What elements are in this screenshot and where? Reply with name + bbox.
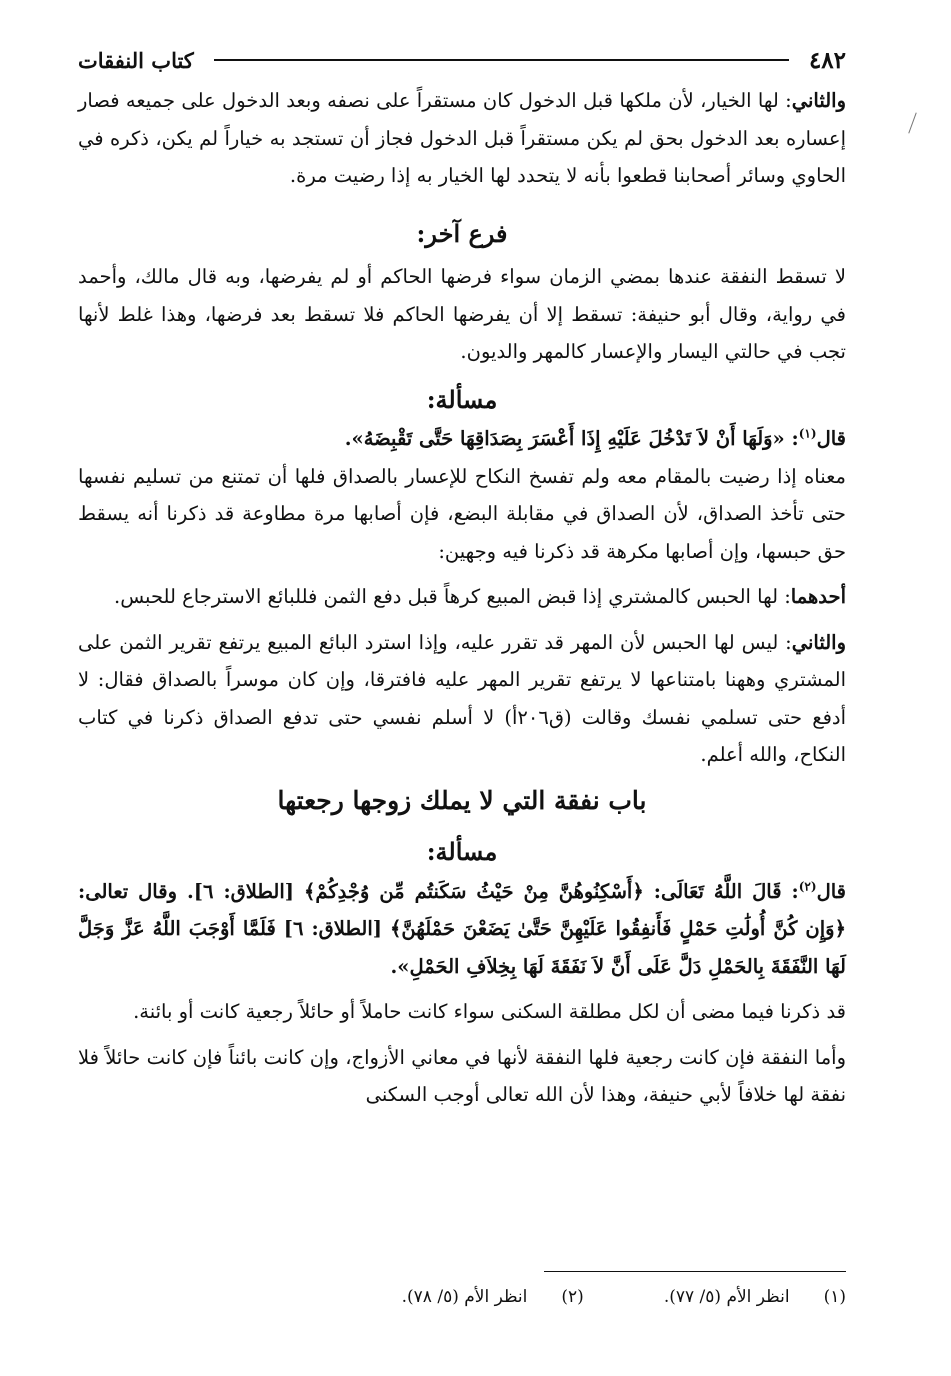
paragraph-text: : ليس لها الحبس لأن المهر قد تقرر عليه، وإذا استرد البائع المبيع يرتفع تقرير الثمن على المشتري وههنا بامتناعها لا يرتفع تقرير المهر عليه فافترقا، وإن كان موسراً بالصداق فقال: لا أدفع حتى تسلمي نفسك وقالت (ق٢٠٦أ) لا أسلم نفسي حتى تدفع الصداق ذكرنا في كتاب النكاح، والله أعلم. — [78, 630, 846, 766]
footnote-1 — [664, 1287, 846, 1307]
book-title: كتاب النفقات — [78, 47, 194, 73]
qala-word: قال — [816, 879, 846, 903]
paragraph-nafaqa-lapse: لا تسقط النفقة عندها بمضي الزمان سواء فرضها الحاكم أو لم يفرضها، وبه قال مالك، وأحمد في رواية، وقال أبو حنيفة: تسقط إلا أن يفرضها الحاكم فلا تسقط بعد فرضها، وهذا غلط لأنها تجب في حالتي اليسار والإعسار كالمهر والديون. — [78, 265, 846, 363]
paragraph-second-opinion — [78, 82, 846, 195]
footnote-ref-1: (١) — [798, 426, 817, 441]
paragraph-lead: والثاني — [791, 630, 846, 654]
section-heading-issue-2: مسألة: — [426, 837, 498, 866]
paragraph-housing: قد ذكرنا فيما مضى أن لكل مطلقة السكنى سواء كانت حاملاً أو حائلاً رجعية كانت أو بائنة. — [133, 1000, 846, 1023]
quoted-statement-2 — [78, 873, 846, 986]
footnote-rule — [544, 1271, 846, 1272]
paragraph-text: : لها الخيار، لأن ملكها قبل الدخول كان مستقراً على نصفه وبعد الدخول على جميعه فصار إعساره بعد الدخول بحق لم يكن مستقراً قبل الدخول فجاز أن تستجد به خياراً لم يكن، ذكره في الحاوي وسائر أصحابنا قطعوا بأنه لا يتحدد لها الخيار به إذا رضيت مرة. — [78, 89, 846, 187]
page-number: ٤٨٢ — [808, 46, 846, 74]
paragraph-first-view — [78, 578, 846, 616]
quoted-statement-1 — [78, 420, 846, 458]
section-heading-another-branch: فرع آخر: — [416, 218, 508, 248]
paragraph-lead: والثاني — [791, 89, 846, 112]
footnote-number: (٢) — [561, 1287, 584, 1307]
footnote-ref-2: (٢) — [798, 879, 817, 893]
footnote-text: انظر الأم (٥/ ٧٨). — [401, 1287, 528, 1307]
section-heading-issue-1: مسألة: — [426, 384, 498, 414]
page-body — [78, 82, 846, 1114]
quote-text: : قَالَ اللَّهُ تَعَالَى: ﴿أَسْكِنُوهُنَّ مِنْ حَيْثُ سَكَنتُم مِّن وُجْدِكُمْ﴾ [الطلاق: ٦]. وقال تعالى: ﴿وَإِن كُنَّ أُولَٰتِ حَمْلٍ فَأَنفِقُوا عَلَيْهِنَّ حَتَّىٰ يَضَعْنَ حَمْلَهُنَّ﴾ [الطلاق: ٦] فَلَمَّا أَوْجَبَ اللَّهُ عَزَّ وَجَلَّ لَهَا النَّفَقَةَ بِالحَمْلِ دَلَّ عَلَى أَنَّ لاَ نَفَقَةَ لَهَا بِخِلاَفِ الحَمْلِ». — [78, 879, 847, 978]
footnote-text: انظر الأم (٥/ ٧٧). — [663, 1287, 790, 1307]
paragraph-explanation: معناه إذا رضيت بالمقام معه ولم تفسخ النكاح للإعسار بالصداق فلها أن تمتنع من تسليم نفسها حتى تأخذ الصداق، لأن الصداق في مقابلة البضع، فإن أصابها مرة مطاوعة قد ذكرنا أنه يسقط حق حبسها، وإن أصابها مكرهة قد ذكرنا فيه وجهين: — [78, 464, 846, 563]
footnotes — [78, 1287, 846, 1307]
running-header — [78, 40, 846, 80]
paragraph-text: : لها الحبس كالمشتري إذا قبض المبيع كرهاً قبل دفع الثمن فللبائع الاسترجاع للحبس. — [114, 585, 791, 608]
footnote-2 — [402, 1287, 584, 1307]
qala-word: قال — [816, 427, 846, 450]
paragraph-nafaqa: وأما النفقة فإن كانت رجعية فلها النفقة لأنها في معاني الأزواج، وإن كانت بائناً فإن كانت حائلاً فلا نفقة لها خلافاً لأبي حنيفة، وهذا لأن الله تعالى أوجب السكنى — [78, 1045, 846, 1106]
margin-pencil-mark — [908, 112, 916, 133]
paragraph-lead: أحدهما — [790, 585, 846, 608]
footnote-number: (١) — [823, 1287, 846, 1307]
quote-text: : «وَلَهَا أَنْ لاَ تَدْخُلَ عَلَيْهِ إِذَا أَعْسَرَ بِصَدَاقِهَا حَتَّى تَقْبِضَهُ». — [344, 427, 799, 450]
paragraph-second-view — [78, 624, 846, 774]
header-rule — [214, 59, 789, 61]
chapter-title: باب نفقة التي لا يملك زوجها رجعتها — [277, 785, 647, 815]
